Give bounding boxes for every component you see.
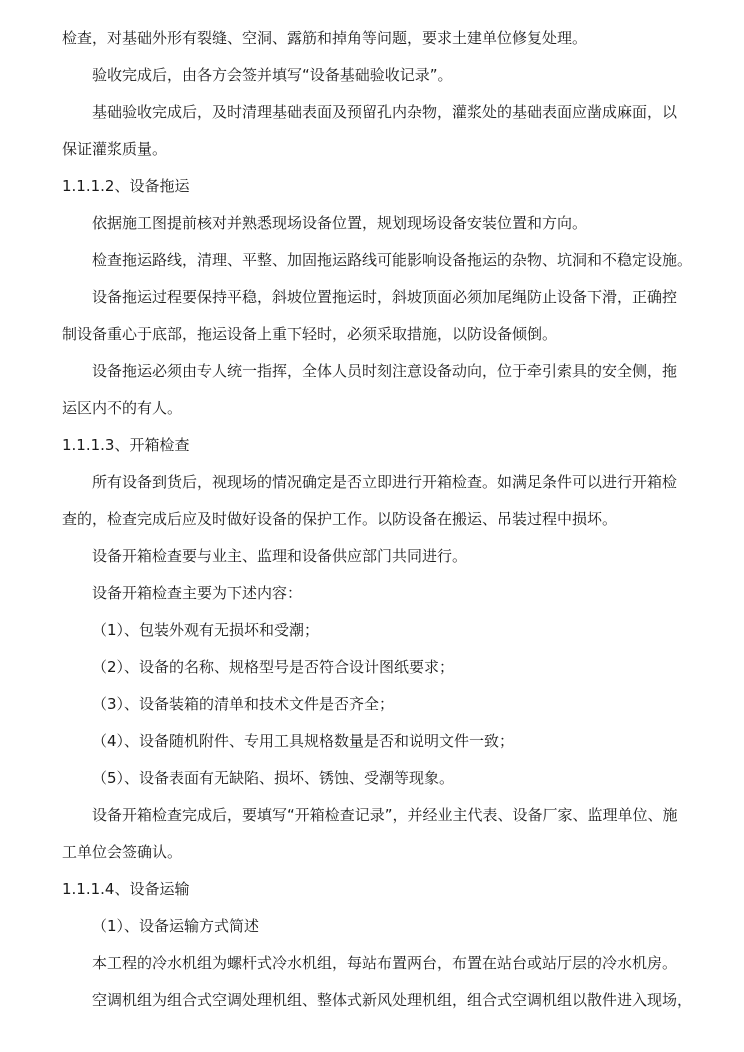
paragraph-line: 基础验收完成后，及时清理基础表面及预留孔内杂物，灌浆处的基础表面应凿成麻面，以 — [92, 103, 678, 121]
list-item: （5）、设备表面有无缺陷、损坏、锈蚀、受潮等现象。 — [92, 769, 455, 787]
paragraph-line: 设备开箱检查完成后，要填写“开箱检查记录”，并经业主代表、设备厂家、监理单位、施 — [92, 806, 678, 824]
section-heading: 1.1.1.3、开箱检查 — [62, 436, 190, 454]
list-item: （3）、设备装箱的清单和技术文件是否齐全； — [92, 695, 395, 713]
paragraph-line: 设备拖运必须由专人统一指挥，全体人员时刻注意设备动向，位于牵引索具的安全侧，拖 — [92, 362, 678, 380]
paragraph-line: 工单位会签确认。 — [62, 843, 183, 861]
paragraph-line: 检查拖运路线，清理、平整、加固拖运路线可能影响设备拖运的杂物、坑洞和不稳定设施。 — [92, 251, 693, 269]
paragraph-line: 验收完成后，由各方会签并填写“设备基础验收记录”。 — [92, 66, 453, 84]
list-item: （4）、设备随机附件、专用工具规格数量是否和说明文件一致； — [92, 732, 515, 750]
paragraph-line: 查的，检查完成后应及时做好设备的保护工作。以防设备在搬运、吊装过程中损坏。 — [62, 510, 618, 528]
paragraph-line: 运区内不的有人。 — [62, 399, 183, 417]
paragraph-line: 检查，对基础外形有裂缝、空洞、露筋和掉角等问题，要求土建单位修复处理。 — [62, 29, 588, 47]
section-heading: 1.1.1.2、设备拖运 — [62, 177, 190, 195]
paragraph-line: 所有设备到货后，视现场的情况确定是否立即进行开箱检查。如满足条件可以进行开箱检 — [92, 473, 678, 491]
paragraph-line: 依据施工图提前核对并熟悉现场设备位置，规划现场设备安装位置和方向。 — [92, 214, 588, 232]
paragraph-line: 空调机组为组合式空调处理机组、整体式新风处理机组，组合式空调机组以散件进入现场， — [92, 991, 693, 1009]
paragraph-line: 设备开箱检查主要为下述内容： — [92, 584, 303, 602]
paragraph-line: 设备开箱检查要与业主、监理和设备供应部门共同进行。 — [92, 547, 468, 565]
paragraph-line: 保证灌浆质量。 — [62, 140, 168, 158]
paragraph-line: 制设备重心于底部，拖运设备上重下轻时，必须采取措施，以防设备倾倒。 — [62, 325, 558, 343]
list-item: （1）、包装外观有无损坏和受潮； — [92, 621, 320, 639]
paragraph-line: 设备拖运过程要保持平稳，斜坡位置拖运时，斜坡顶面必须加尾绳防止设备下滑，正确控 — [92, 288, 678, 306]
list-item: （2）、设备的名称、规格型号是否符合设计图纸要求； — [92, 658, 455, 676]
section-heading: 1.1.1.4、设备运输 — [62, 880, 190, 898]
list-item: （1）、设备运输方式简述 — [92, 917, 260, 935]
paragraph-line: 本工程的冷水机组为螺杆式冷水机组，每站布置两台，布置在站台或站厅层的冷水机房。 — [92, 954, 678, 972]
